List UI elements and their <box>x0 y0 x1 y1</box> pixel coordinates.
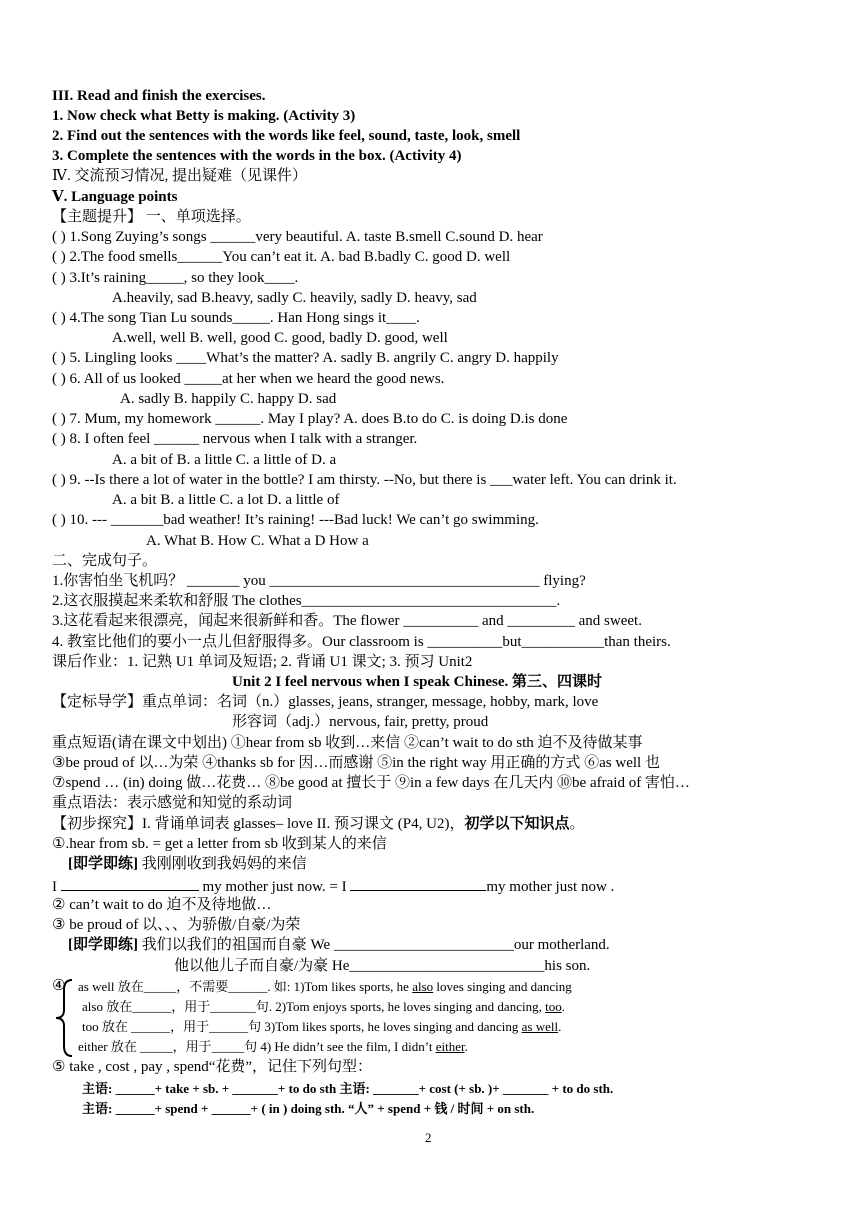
answer-middle: my mother just now. = I <box>198 879 351 895</box>
either-example-end: . <box>464 1039 468 1054</box>
key-phrases-line-1 <box>52 734 643 752</box>
question-5: ( ) 5. Lingling looks ____What’s the matter? A. sadly B. angrily C. angry D. happily <box>52 350 559 366</box>
point-2-cant-wait: ② can’t wait to do 迫不及待地做… <box>52 897 272 913</box>
practice-1-answer <box>52 876 614 896</box>
as-well-text: as well 放在_____，不需要______. 如: 1)Tom likes sports, he <box>78 979 413 994</box>
point-1-hear-from: ①.hear from sb. = get a letter from sb 收到某人的来信 <box>52 836 387 852</box>
question-9-options: A. a bit B. a little C. a lot D. a little of <box>112 492 340 508</box>
preview-instructions: 【初步探究】I. 背诵单词表 glasses– love II. 预习课文 (P4, U2)， <box>52 816 465 832</box>
page-number: 2 <box>425 1130 432 1145</box>
answer-blank-1 <box>61 876 199 891</box>
preview-emphasis: 初学以下知识点 <box>464 816 570 832</box>
completion-4: 4. 教室比他们的要小一点儿但舒服得多。Our classroom is __________but___________than theirs. <box>52 634 671 650</box>
answer-blank-2 <box>350 876 486 891</box>
point-4-number: ④ <box>52 978 66 994</box>
too-text: too 放在 ______，用于______句 3)Tom likes sports, he loves singing and dancing <box>82 1019 522 1034</box>
question-10-options: A. What B. How C. What a D How a <box>146 533 369 549</box>
as-well-example-end: loves singing and dancing <box>433 979 572 994</box>
question-1: ( ) 1.Song Zuying’s songs ______very beautiful. A. taste B.smell C.sound D. hear <box>52 229 543 245</box>
practice-3 <box>68 936 610 954</box>
section-heading-iii: III. Read and finish the exercises. <box>52 88 266 104</box>
answer-prefix: I <box>52 879 61 895</box>
key-words-adjectives: 形容词（adj.）nervous, fair, pretty, proud <box>232 714 489 730</box>
question-8-options: A. a bit of B. a little C. a little of D. a <box>112 452 337 468</box>
exercise-item-3: 3. Complete the sentences with the words in the box. (Activity 4) <box>52 148 462 164</box>
sentence-pattern-1: 主语: ______+ take + sb. + _______+ to do sth 主语: _______+ cost (+ sb. )+ _______ + to do sth. <box>82 1081 614 1096</box>
as-well-usage <box>78 978 572 996</box>
also-example-word: too <box>545 999 562 1014</box>
question-2: ( ) 2.The food smells______You can’t eat it. A. bad B.badly C. good D. well <box>52 249 511 265</box>
key-phrases-line-2: ③be proud of 以…为荣 ④thanks sb for 因…而感谢 ⑤in the right way 用正确的方式 ⑥as well 也 <box>52 755 660 771</box>
practice-prompt: 我刚刚收到我妈妈的来信 <box>138 856 307 872</box>
practice-1 <box>68 855 307 873</box>
too-example-word: as well <box>521 1019 559 1034</box>
completion-1: 1.你害怕坐飞机吗？ _______ you ____________________________________ flying? <box>52 573 586 589</box>
either-usage <box>78 1038 468 1056</box>
point-3-proud-of: ③ be proud of 以、、、为骄傲/自豪/为荣 <box>52 917 301 933</box>
homework-line: 课后作业：1. 记熟 U1 单词及短语; 2. 背诵 U1 课文; 3. 预习 Unit2 <box>52 654 473 670</box>
point-5-spend: ⑤ take , cost , pay , spend“花费”，记住下列句型： <box>52 1059 373 1075</box>
too-usage <box>82 1018 561 1036</box>
question-4: ( ) 4.The song Tian Lu sounds_____. Han Hong sings it____. <box>52 310 420 326</box>
also-text: also 放在______，用于_______句. 2)Tom enjoys sports, he loves singing and dancing, <box>82 999 546 1014</box>
completion-heading: 二、完成句子。 <box>52 553 158 569</box>
preview-end: 。 <box>569 816 585 832</box>
question-9: ( ) 9. --Is there a lot of water in the bottle? I am thirsty. --No, but there is ___water left. You can drink it. <box>52 472 677 488</box>
either-example-word: either <box>435 1039 465 1054</box>
question-10: ( ) 10. --- _______bad weather! It’s raining! ---Bad luck! We can’t go swimming. <box>52 512 539 528</box>
sentence-pattern-2: 主语: ______+ spend + ______+ ( in ) doing sth. “人” + spend + 钱 / 时间 + on sth. <box>82 1101 535 1116</box>
curly-brace-icon <box>50 978 76 1058</box>
question-4-options: A.well, well B. well, good C. good, badly D. good, well <box>112 330 448 346</box>
as-well-example-word: also <box>412 979 434 994</box>
practice-prompt: 我们以我们的祖国而自豪 We ________________________our motherland. <box>138 937 610 953</box>
preliminary-exploration <box>52 815 585 833</box>
section-heading-iv: Ⅳ. 交流预习情况, 提出疑难（见课件） <box>52 168 307 184</box>
answer-suffix: my mother just now . <box>486 879 615 895</box>
question-3: ( ) 3.It’s raining_____, so they look____. <box>52 270 299 286</box>
practice-label: [即学即练] <box>68 856 138 872</box>
key-phrases-label: 重点短语(请在课文中划出) <box>52 735 227 751</box>
question-6: ( ) 6. All of us looked _____at her when we heard the good news. <box>52 371 445 387</box>
completion-2: 2.这衣服摸起来柔软和舒服 The clothes__________________________________. <box>52 593 561 609</box>
exercise-item-1: 1. Now check what Betty is making. (Activity 3) <box>52 108 356 124</box>
question-3-options: A.heavily, sad B.heavy, sadly C. heavily, sadly D. heavy, sad <box>112 290 477 306</box>
question-7: ( ) 7. Mum, my homework ______. May I play? A. does B.to do C. is doing D.is done <box>52 411 568 427</box>
practice-3-line-2: 他以他儿子而自豪/为豪 He__________________________his son. <box>174 958 591 974</box>
question-6-options: A. sadly B. happily C. happy D. sad <box>120 391 337 407</box>
also-usage <box>82 998 565 1016</box>
question-8: ( ) 8. I often feel ______ nervous when I talk with a stranger. <box>52 431 418 447</box>
key-phrases-line-3: ⑦spend … (in) doing 做…花费… ⑧be good at 擅长于 ⑨in a few days 在几天内 ⑩be afraid of 害怕… <box>52 775 690 791</box>
completion-3: 3.这花看起来很漂亮，闻起来很新鲜和香。The flower __________ and _________ and sweet. <box>52 613 642 629</box>
key-phrases-items: ①hear from sb 收到…来信 ②can’t wait to do sth 迫不及待做某事 <box>227 735 643 751</box>
multiple-choice-heading: 【主题提升】 一、单项选择。 <box>52 209 251 225</box>
either-text: either 放在 _____，用于_____句 4) He didn’t see the film, I didn’t <box>78 1039 436 1054</box>
also-example-end: . <box>561 999 565 1014</box>
key-grammar: 重点语法：表示感觉和知觉的系动词 <box>52 795 293 811</box>
too-example-end: . <box>558 1019 562 1034</box>
exercise-item-2: 2. Find out the sentences with the words like feel, sound, taste, look, smell <box>52 128 521 144</box>
unit-title: Unit 2 I feel nervous when I speak Chinese. 第三、四课时 <box>232 674 603 690</box>
section-heading-v: Ⅴ. Language points <box>52 189 178 205</box>
key-words-nouns: 【定标导学】重点单词：名词（n.）glasses, jeans, stranger, message, hobby, mark, love <box>52 694 599 710</box>
practice-label: [即学即练] <box>68 937 138 953</box>
